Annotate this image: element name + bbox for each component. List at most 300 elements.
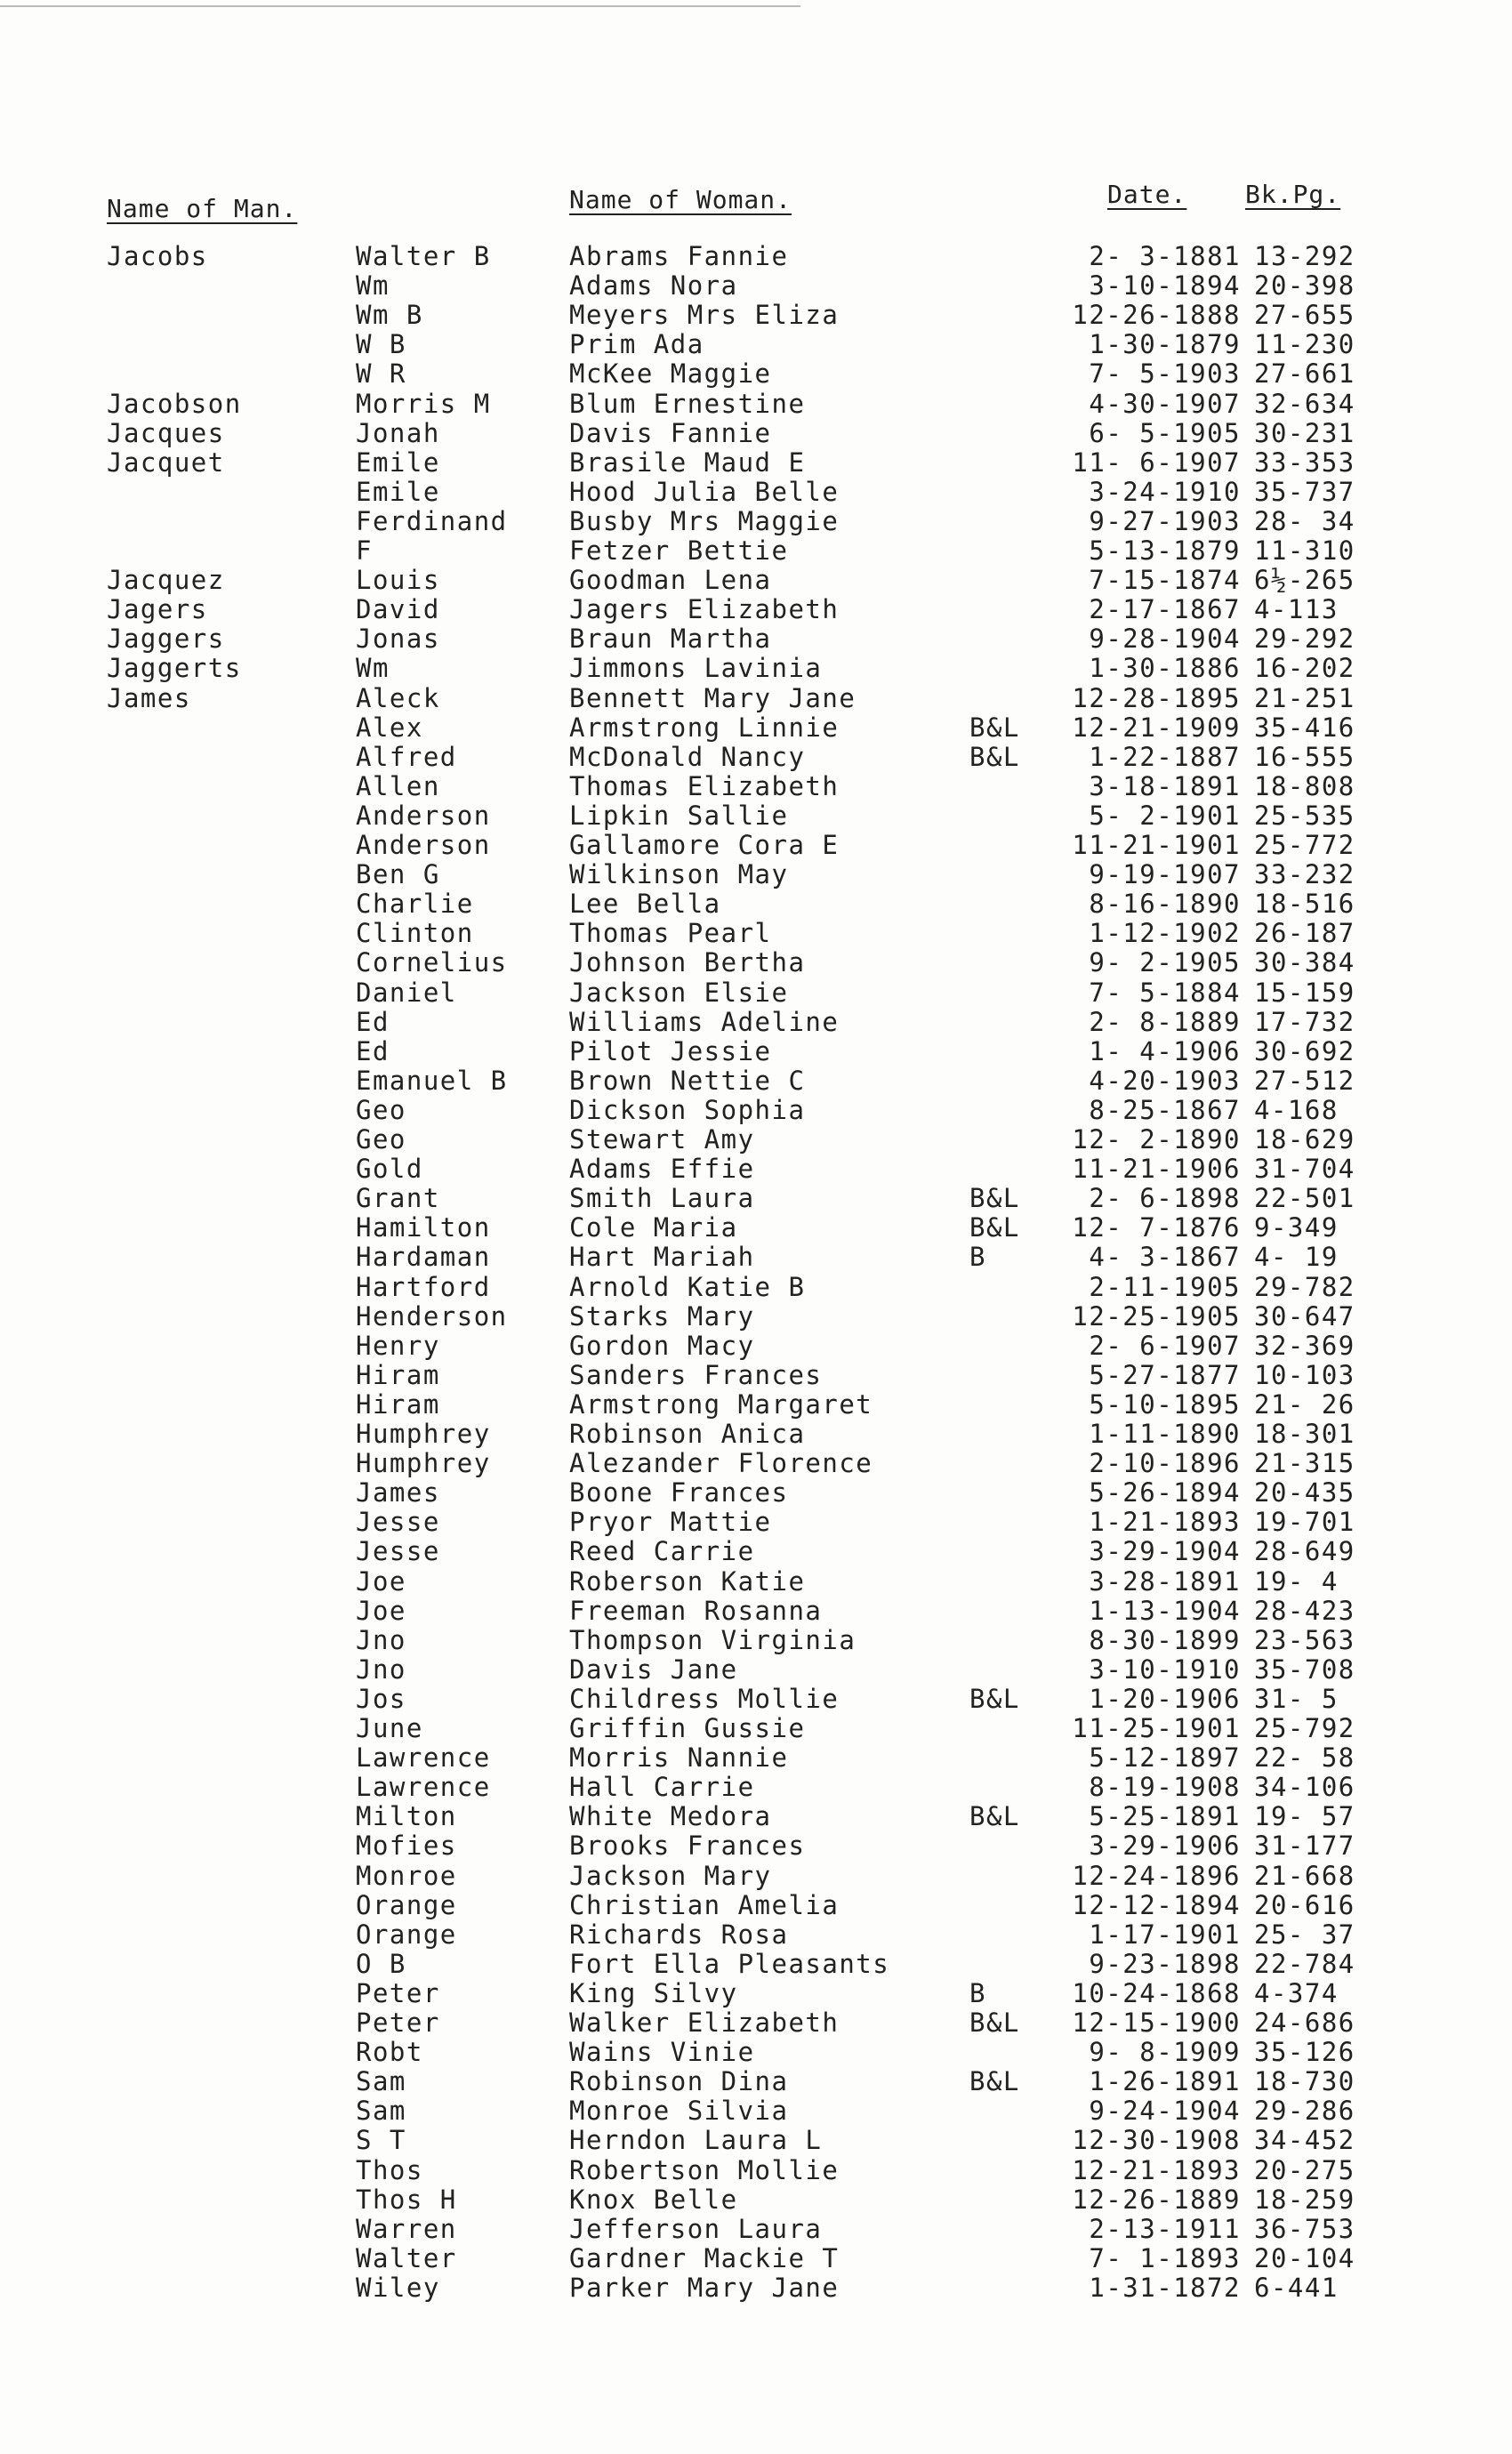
woman-name: Williams Adeline [569, 1006, 840, 1037]
man-given-name: Morris M [356, 388, 491, 419]
record-row [0, 271, 1512, 301]
marriage-date: 7-15-1874 [1089, 565, 1241, 596]
woman-name: Braun Martha [569, 624, 772, 655]
marriage-date: 3-24-1910 [1089, 476, 1241, 507]
marriage-date: 7- 5-1903 [1089, 358, 1241, 390]
book-page-ref: 18-730 [1254, 2066, 1355, 2097]
marriage-date: 2- 6-1898 [1089, 1183, 1241, 1214]
book-page-ref: 32-634 [1254, 388, 1355, 419]
record-row [0, 478, 1512, 507]
book-page-ref: 35-708 [1254, 1653, 1355, 1685]
book-page-ref: 13-292 [1254, 241, 1355, 271]
book-page-ref: 21-251 [1254, 682, 1355, 713]
record-row [0, 1332, 1512, 1361]
record-row [0, 889, 1512, 919]
woman-name: Gallamore Cora E [569, 830, 840, 860]
book-page-ref: 21-315 [1254, 1448, 1355, 1479]
man-given-name: O B [356, 1948, 406, 1979]
man-given-name: Hardaman [356, 1242, 491, 1273]
woman-name: Adams Effie [569, 1154, 755, 1185]
record-row [0, 419, 1512, 448]
woman-name: Boone Frances [569, 1477, 789, 1509]
record-row [0, 1920, 1512, 1950]
record-row [0, 2096, 1512, 2126]
woman-name: Goodman Lena [569, 565, 772, 596]
man-given-name: Ed [356, 1006, 390, 1037]
marriage-date: 9- 2-1905 [1089, 947, 1241, 978]
man-given-name: Emile [356, 447, 440, 478]
woman-name: McKee Maggie [569, 358, 772, 390]
book-page-ref: 27-655 [1254, 300, 1355, 331]
man-surname: Jacques [107, 417, 225, 448]
man-given-name: Grant [356, 1183, 440, 1214]
marriage-date: 2- 6-1907 [1089, 1330, 1241, 1361]
marriage-date: 9- 8-1909 [1089, 2037, 1241, 2068]
record-row [0, 743, 1512, 772]
record-row [0, 1567, 1512, 1597]
woman-name: Bennett Mary Jane [569, 682, 857, 713]
record-row [0, 1037, 1512, 1066]
record-row [0, 301, 1512, 330]
book-page-ref: 28- 34 [1254, 505, 1355, 536]
man-given-name: Jesse [356, 1507, 440, 1538]
man-given-name: Walter B [356, 241, 491, 271]
woman-name: Brooks Frances [569, 1830, 806, 1862]
record-row [0, 1685, 1512, 1714]
man-given-name: Allen [356, 770, 440, 801]
woman-name: Armstrong Margaret [569, 1388, 873, 1420]
man-given-name: Wm [356, 270, 390, 302]
man-surname: James [107, 682, 191, 713]
marriage-date: 5-10-1895 [1089, 1388, 1241, 1420]
record-row [0, 1390, 1512, 1420]
woman-name: Jefferson Laura [569, 2213, 823, 2244]
record-row [0, 2185, 1512, 2215]
book-page-ref: 20-616 [1254, 1889, 1355, 1920]
marriage-date: 12-26-1888 [1072, 300, 1241, 331]
woman-name: Gordon Macy [569, 1330, 755, 1361]
book-page-ref: 20-435 [1254, 1477, 1355, 1509]
man-given-name: Milton [356, 1801, 457, 1832]
record-code: B [969, 1977, 986, 2008]
man-given-name: Wiley [356, 2272, 440, 2303]
man-given-name: Thos H [356, 2184, 457, 2215]
woman-name: Christian Amelia [569, 1889, 840, 1920]
man-surname: Jagers [107, 594, 208, 625]
woman-name: Jackson Mary [569, 1860, 772, 1891]
record-row [0, 624, 1512, 654]
book-page-ref: 29-286 [1254, 2096, 1355, 2127]
book-page-ref: 25-772 [1254, 830, 1355, 860]
marriage-date: 11-21-1906 [1072, 1154, 1241, 1185]
book-page-ref: 19- 57 [1254, 1801, 1355, 1832]
man-given-name: Wm B [356, 300, 423, 331]
header-book-page: Bk.Pg. [1245, 180, 1341, 209]
man-given-name: Aleck [356, 682, 440, 713]
marriage-date: 1-21-1893 [1089, 1507, 1241, 1538]
woman-name: Cole Maria [569, 1212, 738, 1243]
woman-name: Alezander Florence [569, 1448, 873, 1479]
man-given-name: Henderson [356, 1300, 508, 1332]
man-surname: Jacquet [107, 447, 225, 478]
man-given-name: Walter [356, 2242, 457, 2273]
book-page-ref: 20-398 [1254, 270, 1355, 302]
book-page-ref: 18-301 [1254, 1419, 1355, 1449]
record-row [0, 772, 1512, 801]
man-given-name: Humphrey [356, 1448, 491, 1479]
man-given-name: Clinton [356, 918, 474, 949]
marriage-date: 1-30-1879 [1089, 329, 1241, 360]
record-row [0, 1537, 1512, 1566]
marriage-date: 2- 3-1881 [1089, 241, 1241, 271]
record-row [0, 2008, 1512, 2038]
book-page-ref: 18-259 [1254, 2184, 1355, 2215]
book-page-ref: 4-374 [1254, 1977, 1339, 2008]
man-surname: Jacobs [107, 241, 208, 271]
record-row [0, 1273, 1512, 1302]
book-page-ref: 4-168 [1254, 1094, 1339, 1125]
man-given-name: Alex [356, 712, 423, 743]
record-code: B&L [969, 1183, 1020, 1214]
woman-name: McDonald Nancy [569, 741, 806, 772]
man-surname: Jacobson [107, 388, 242, 419]
man-given-name: Orange [356, 1889, 457, 1920]
book-page-ref: 16-202 [1254, 653, 1355, 684]
record-row [0, 1096, 1512, 1125]
marriage-date: 5-25-1891 [1089, 1801, 1241, 1832]
record-row [0, 2067, 1512, 2096]
book-page-ref: 17-732 [1254, 1006, 1355, 1037]
woman-name: Morris Nannie [569, 1742, 789, 1774]
book-page-ref: 30-647 [1254, 1300, 1355, 1332]
marriage-date: 1-22-1887 [1089, 741, 1241, 772]
book-page-ref: 18-516 [1254, 889, 1355, 920]
record-row [0, 1155, 1512, 1184]
man-given-name: Jonah [356, 417, 440, 448]
book-page-ref: 15-159 [1254, 977, 1355, 1008]
man-given-name: Alfred [356, 741, 457, 772]
marriage-date: 2-13-1911 [1089, 2213, 1241, 2244]
marriage-date: 11- 6-1907 [1072, 447, 1241, 478]
man-given-name: Wm [356, 653, 390, 684]
man-given-name: Thos [356, 2154, 423, 2185]
marriage-date: 12-21-1893 [1072, 2154, 1241, 2185]
record-code: B&L [969, 712, 1020, 743]
marriage-date: 5-26-1894 [1089, 1477, 1241, 1509]
marriage-date: 10-24-1868 [1072, 1977, 1241, 2008]
man-given-name: Geo [356, 1094, 406, 1125]
man-given-name: Jno [356, 1624, 406, 1655]
man-given-name: Humphrey [356, 1419, 491, 1449]
book-page-ref: 6-441 [1254, 2272, 1339, 2303]
woman-name: Meyers Mrs Eliza [569, 300, 840, 331]
book-page-ref: 33-353 [1254, 447, 1355, 478]
woman-name: Lee Bella [569, 889, 721, 920]
man-given-name: Anderson [356, 830, 491, 860]
book-page-ref: 20-104 [1254, 2242, 1355, 2273]
book-page-ref: 35-126 [1254, 2037, 1355, 2068]
man-given-name: W B [356, 329, 406, 360]
record-row [0, 1743, 1512, 1773]
marriage-date: 8-16-1890 [1089, 889, 1241, 920]
book-page-ref: 11-230 [1254, 329, 1355, 360]
book-page-ref: 11-310 [1254, 535, 1355, 566]
man-given-name: Lawrence [356, 1742, 491, 1774]
woman-name: Reed Carrie [569, 1536, 755, 1567]
record-row [0, 390, 1512, 419]
marriage-date: 3-18-1891 [1089, 770, 1241, 801]
woman-name: Robertson Mollie [569, 2154, 840, 2185]
man-given-name: Anderson [356, 800, 491, 831]
marriage-date: 11-25-1901 [1072, 1713, 1241, 1743]
book-page-ref: 9-349 [1254, 1212, 1339, 1243]
man-given-name: Orange [356, 1919, 457, 1950]
woman-name: Wains Vinie [569, 2037, 755, 2068]
record-row [0, 2156, 1512, 2185]
man-given-name: Hiram [356, 1359, 440, 1390]
marriage-date: 12-15-1900 [1072, 2007, 1241, 2038]
record-row [0, 1243, 1512, 1272]
marriage-date: 12-30-1908 [1072, 2125, 1241, 2156]
book-page-ref: 25- 37 [1254, 1919, 1355, 1950]
woman-name: Johnson Bertha [569, 947, 806, 978]
marriage-date: 4-30-1907 [1089, 388, 1241, 419]
book-page-ref: 10-103 [1254, 1359, 1355, 1390]
book-page-ref: 27-512 [1254, 1065, 1355, 1096]
marriage-date: 12-26-1889 [1072, 2184, 1241, 2215]
book-page-ref: 29-782 [1254, 1271, 1355, 1302]
man-given-name: Monroe [356, 1860, 457, 1891]
marriage-date: 12- 7-1876 [1072, 1212, 1241, 1243]
woman-name: Dickson Sophia [569, 1094, 806, 1125]
woman-name: Sanders Frances [569, 1359, 823, 1390]
man-surname: Jacquez [107, 565, 225, 596]
man-given-name: Joe [356, 1595, 406, 1626]
book-page-ref: 16-555 [1254, 741, 1355, 772]
record-row [0, 1302, 1512, 1332]
marriage-date: 9-24-1904 [1089, 2096, 1241, 2127]
book-page-ref: 21- 26 [1254, 1388, 1355, 1420]
book-page-ref: 35-416 [1254, 712, 1355, 743]
book-page-ref: 33-232 [1254, 859, 1355, 890]
book-page-ref: 25-535 [1254, 800, 1355, 831]
man-given-name: Mofies [356, 1830, 457, 1862]
record-row [0, 1066, 1512, 1096]
woman-name: Jagers Elizabeth [569, 594, 840, 625]
woman-name: Lipkin Sallie [569, 800, 789, 831]
woman-name: Hood Julia Belle [569, 476, 840, 507]
man-given-name: James [356, 1477, 440, 1509]
book-page-ref: 29-292 [1254, 624, 1355, 655]
record-row [0, 1891, 1512, 1920]
man-given-name: Robt [356, 2037, 423, 2068]
marriage-date: 1-11-1890 [1089, 1419, 1241, 1449]
book-page-ref: 28-423 [1254, 1595, 1355, 1626]
man-given-name: Sam [356, 2066, 406, 2097]
man-given-name: Peter [356, 2007, 440, 2038]
man-given-name: Hamilton [356, 1212, 491, 1243]
man-surname: Jaggers [107, 624, 225, 655]
woman-name: Robinson Anica [569, 1419, 806, 1449]
woman-name: Jimmons Lavinia [569, 653, 823, 684]
record-row [0, 1831, 1512, 1861]
marriage-date: 1-12-1902 [1089, 918, 1241, 949]
man-given-name: David [356, 594, 440, 625]
man-given-name: June [356, 1713, 423, 1743]
record-row [0, 919, 1512, 948]
woman-name: Blum Ernestine [569, 388, 806, 419]
man-given-name: Jos [356, 1683, 406, 1714]
record-row [0, 978, 1512, 1008]
woman-name: Thomas Elizabeth [569, 770, 840, 801]
woman-name: Gardner Mackie T [569, 2242, 840, 2273]
book-page-ref: 20-275 [1254, 2154, 1355, 2185]
marriage-date: 12-28-1895 [1072, 682, 1241, 713]
man-given-name: Ferdinand [356, 505, 508, 536]
woman-name: White Medora [569, 1801, 772, 1832]
marriage-date: 6- 5-1905 [1089, 417, 1241, 448]
man-given-name: Emanuel B [356, 1065, 508, 1096]
book-page-ref: 22-501 [1254, 1183, 1355, 1214]
woman-name: King Silvy [569, 1977, 738, 2008]
woman-name: Pryor Mattie [569, 1507, 772, 1538]
marriage-date: 2-11-1905 [1089, 1271, 1241, 1302]
man-given-name: Charlie [356, 889, 474, 920]
record-row [0, 1008, 1512, 1037]
book-page-ref: 30-692 [1254, 1035, 1355, 1066]
record-row [0, 1478, 1512, 1508]
marriage-date: 3-10-1894 [1089, 270, 1241, 302]
man-given-name: Cornelius [356, 947, 508, 978]
book-page-ref: 23-563 [1254, 1624, 1355, 1655]
book-page-ref: 26-187 [1254, 918, 1355, 949]
book-page-ref: 30-384 [1254, 947, 1355, 978]
record-row [0, 831, 1512, 860]
marriage-date: 1-26-1891 [1089, 2066, 1241, 2097]
man-given-name: Geo [356, 1124, 406, 1155]
woman-name: Adams Nora [569, 270, 738, 302]
man-given-name: Lawrence [356, 1772, 491, 1803]
woman-name: Brasile Maud E [569, 447, 806, 478]
record-row [0, 2038, 1512, 2067]
marriage-date: 5-27-1877 [1089, 1359, 1241, 1390]
marriage-date: 12-21-1909 [1072, 712, 1241, 743]
man-given-name: Peter [356, 1977, 440, 2008]
record-code: B&L [969, 1683, 1020, 1714]
man-given-name: Hartford [356, 1271, 491, 1302]
woman-name: Parker Mary Jane [569, 2272, 840, 2303]
woman-name: Knox Belle [569, 2184, 738, 2215]
woman-name: Starks Mary [569, 1300, 755, 1332]
book-page-ref: 4-113 [1254, 594, 1339, 625]
man-given-name: Gold [356, 1154, 423, 1185]
woman-name: Wilkinson May [569, 859, 789, 890]
book-page-ref: 28-649 [1254, 1536, 1355, 1567]
record-row [0, 330, 1512, 359]
record-row [0, 948, 1512, 978]
man-given-name: Daniel [356, 977, 457, 1008]
header-name-of-woman: Name of Woman. [569, 185, 792, 214]
record-code: B&L [969, 741, 1020, 772]
marriage-date: 9-19-1907 [1089, 859, 1241, 890]
marriage-date: 5-13-1879 [1089, 535, 1241, 566]
marriage-date: 1-30-1886 [1089, 653, 1241, 684]
woman-name: Jackson Elsie [569, 977, 789, 1008]
book-page-ref: 6½-265 [1254, 565, 1355, 596]
record-row [0, 448, 1512, 478]
record-code: B [969, 1242, 986, 1273]
book-page-ref: 31-704 [1254, 1154, 1355, 1185]
woman-name: Smith Laura [569, 1183, 755, 1214]
woman-name: Robinson Dina [569, 2066, 789, 2097]
book-page-ref: 31-177 [1254, 1830, 1355, 1862]
record-code: B&L [969, 2007, 1020, 2038]
record-row [0, 1862, 1512, 1891]
marriage-date: 1- 4-1906 [1089, 1035, 1241, 1066]
book-page-ref: 34-106 [1254, 1772, 1355, 1803]
header-name-of-man: Name of Man. [107, 194, 298, 223]
marriage-date: 12- 2-1890 [1072, 1124, 1241, 1155]
marriage-date: 8-25-1867 [1089, 1094, 1241, 1125]
marriage-date: 9-27-1903 [1089, 505, 1241, 536]
man-given-name: Ben G [356, 859, 440, 890]
woman-name: Prim Ada [569, 329, 704, 360]
book-page-ref: 36-753 [1254, 2213, 1355, 2244]
woman-name: Herndon Laura L [569, 2125, 823, 2156]
woman-name: Fetzer Bettie [569, 535, 789, 566]
woman-name: Freeman Rosanna [569, 1595, 823, 1626]
record-row [0, 2244, 1512, 2273]
man-given-name: Jesse [356, 1536, 440, 1567]
marriage-date: 1-17-1901 [1089, 1919, 1241, 1950]
marriage-date: 3-10-1910 [1089, 1653, 1241, 1685]
record-row [0, 713, 1512, 743]
woman-name: Brown Nettie C [569, 1065, 806, 1096]
man-given-name: Henry [356, 1330, 440, 1361]
marriage-date: 9-23-1898 [1089, 1948, 1241, 1979]
book-page-ref: 35-737 [1254, 476, 1355, 507]
record-code: B&L [969, 1212, 1020, 1243]
woman-name: Richards Rosa [569, 1919, 789, 1950]
woman-name: Fort Ella Pleasants [569, 1948, 890, 1979]
record-row [0, 1361, 1512, 1390]
man-surname: Jaggerts [107, 653, 242, 684]
woman-name: Thomas Pearl [569, 918, 772, 949]
record-row [0, 1714, 1512, 1743]
record-row [0, 536, 1512, 566]
marriage-date: 7- 5-1884 [1089, 977, 1241, 1008]
book-page-ref: 19- 4 [1254, 1565, 1339, 1597]
man-given-name: Joe [356, 1565, 406, 1597]
marriage-date: 3-29-1906 [1089, 1830, 1241, 1862]
woman-name: Childress Mollie [569, 1683, 840, 1714]
record-row [0, 1184, 1512, 1213]
book-page-ref: 31- 5 [1254, 1683, 1339, 1714]
marriage-date: 12-25-1905 [1072, 1300, 1241, 1332]
marriage-date: 8-30-1899 [1089, 1624, 1241, 1655]
man-given-name: Jonas [356, 624, 440, 655]
record-row [0, 242, 1512, 271]
record-row [0, 1655, 1512, 1685]
record-row [0, 1802, 1512, 1831]
marriage-date: 5-12-1897 [1089, 1742, 1241, 1774]
man-given-name: Louis [356, 565, 440, 596]
marriage-date: 4- 3-1867 [1089, 1242, 1241, 1273]
record-row [0, 654, 1512, 683]
marriage-date: 7- 1-1893 [1089, 2242, 1241, 2273]
woman-name: Hall Carrie [569, 1772, 755, 1803]
man-given-name: Warren [356, 2213, 457, 2244]
